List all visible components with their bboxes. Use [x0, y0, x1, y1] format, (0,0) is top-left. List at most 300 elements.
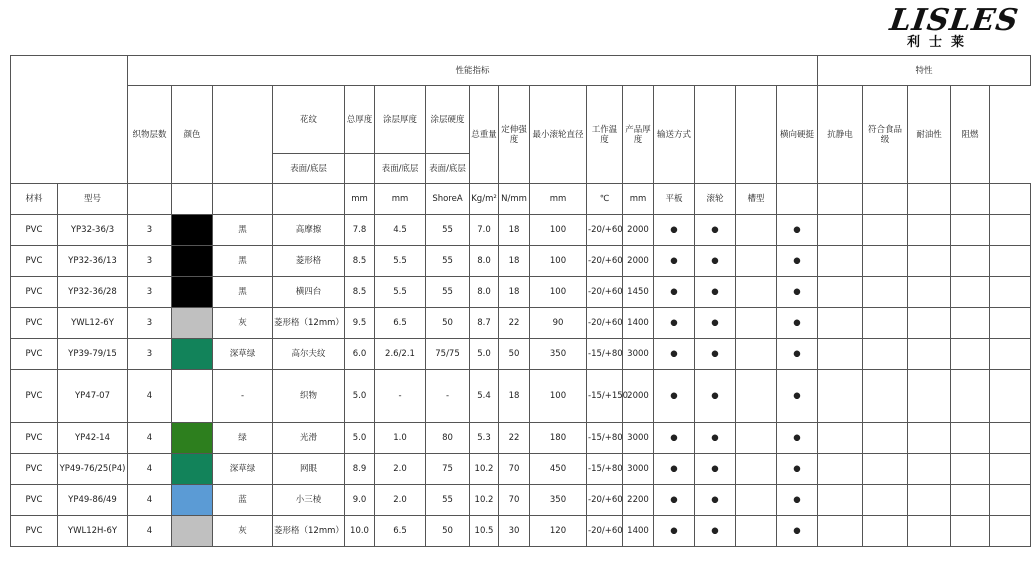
cell-conveying-flat: ● [654, 485, 695, 516]
table-row [11, 370, 1031, 423]
cell-material: PVC [11, 308, 58, 339]
color-swatch [172, 485, 212, 515]
cell-total-weight: 5.4 [470, 370, 499, 423]
table-row [11, 308, 1031, 339]
cell-total-thickness: 5.0 [345, 370, 375, 423]
cell-min-pulley: 180 [530, 423, 587, 454]
cell-work-temp: -20/+60 [587, 516, 623, 547]
cell-product-width: 2200 [623, 485, 654, 516]
cell-antistatic [818, 339, 863, 370]
unit-pattern [273, 184, 345, 215]
cell-material: PVC [11, 516, 58, 547]
brand-logo-text: LISLES [887, 3, 1021, 38]
cell-pattern: 小三棱 [273, 485, 345, 516]
cell-conveying-flat: ● [654, 339, 695, 370]
cell-total-weight: 8.0 [470, 277, 499, 308]
header-coating-hardness-sub: 表面/底层 [426, 154, 470, 184]
cell-flame-retard [951, 277, 990, 308]
cell-conveying-flat: ● [654, 454, 695, 485]
cell-antistatic [818, 215, 863, 246]
cell-food-grade [863, 370, 908, 423]
cell-model: YP39-79/15 [58, 339, 128, 370]
unit-total-thickness: mm [345, 184, 375, 215]
cell-color-name: 深草绿 [213, 454, 273, 485]
cell-material: PVC [11, 454, 58, 485]
cell-model: YP32-36/13 [58, 246, 128, 277]
cell-flame-retard [951, 423, 990, 454]
cell-total-thickness: 8.5 [345, 246, 375, 277]
cell-color-name: - [213, 370, 273, 423]
cell-coating-thickness: 2.6/2.1 [375, 339, 426, 370]
cell-material: PVC [11, 485, 58, 516]
cell-conveying-roller: ● [695, 308, 736, 339]
cell-total-weight: 5.3 [470, 423, 499, 454]
table-row [11, 277, 1031, 308]
cell-coating-thickness: 5.5 [375, 246, 426, 277]
cell-coating-thickness: 6.5 [375, 308, 426, 339]
cell-extra [990, 215, 1031, 246]
cell-oil-resist [908, 423, 951, 454]
header-conveying-spacer-1 [695, 86, 736, 184]
cell-flame-retard [951, 308, 990, 339]
header-total-weight: 总重量 [470, 86, 499, 184]
cell-color-name: 黑 [213, 215, 273, 246]
cell-flame-retard [951, 454, 990, 485]
cell-model: YP32-36/3 [58, 215, 128, 246]
cell-rated-tension: 22 [499, 308, 530, 339]
cell-product-width: 3000 [623, 423, 654, 454]
cell-antistatic [818, 308, 863, 339]
cell-rated-tension: 50 [499, 339, 530, 370]
cell-conveying-flat: ● [654, 215, 695, 246]
cell-color-swatch [172, 277, 213, 308]
cell-pattern: 高摩擦 [273, 215, 345, 246]
cell-conveying-flat: ● [654, 277, 695, 308]
cell-coating-thickness: 2.0 [375, 485, 426, 516]
cell-extra [990, 370, 1031, 423]
cell-flame-retard [951, 339, 990, 370]
unit-rated-tension: N/mm [499, 184, 530, 215]
cell-model: YWL12H-6Y [58, 516, 128, 547]
cell-model: YP32-36/28 [58, 277, 128, 308]
cell-color-name: 黑 [213, 277, 273, 308]
cell-conveying-roller: ● [695, 516, 736, 547]
cell-conveying-roller: ● [695, 277, 736, 308]
cell-extra [990, 423, 1031, 454]
cell-rated-tension: 18 [499, 277, 530, 308]
cell-total-thickness: 6.0 [345, 339, 375, 370]
cell-conveying-slot [736, 215, 777, 246]
header-performance: 性能指标 [128, 56, 818, 86]
cell-min-pulley: 100 [530, 277, 587, 308]
cell-layers: 4 [128, 516, 172, 547]
color-swatch [172, 454, 212, 484]
unit-work-temp: ℃ [587, 184, 623, 215]
cell-coating-thickness: 2.0 [375, 454, 426, 485]
cell-lateral-stiff: ● [777, 215, 818, 246]
cell-work-temp: -20/+60 [587, 277, 623, 308]
cell-lateral-stiff: ● [777, 454, 818, 485]
header-corner [11, 56, 128, 184]
cell-color-swatch [172, 516, 213, 547]
color-swatch [172, 246, 212, 276]
table-row [11, 516, 1031, 547]
cell-material: PVC [11, 423, 58, 454]
cell-product-width: 3000 [623, 454, 654, 485]
cell-food-grade [863, 423, 908, 454]
cell-color-swatch [172, 485, 213, 516]
cell-material: PVC [11, 277, 58, 308]
color-swatch [172, 215, 212, 245]
cell-coating-hardness: 80 [426, 423, 470, 454]
cell-total-weight: 5.0 [470, 339, 499, 370]
cell-material: PVC [11, 339, 58, 370]
cell-extra [990, 454, 1031, 485]
cell-total-weight: 10.2 [470, 454, 499, 485]
cell-color-swatch [172, 308, 213, 339]
unit-coating-thickness: mm [375, 184, 426, 215]
header-min-pulley: 最小滚轮直径 [530, 86, 587, 184]
brand-logo-cn: 利士莱 [906, 35, 973, 50]
cell-oil-resist [908, 339, 951, 370]
header-coating-thickness-sub: 表面/底层 [375, 154, 426, 184]
cell-coating-thickness: 4.5 [375, 215, 426, 246]
table-row [11, 454, 1031, 485]
unit-food-grade [863, 184, 908, 215]
cell-pattern: 菱形格（12mm） [273, 516, 345, 547]
cell-product-width: 1400 [623, 516, 654, 547]
cell-coating-hardness: 55 [426, 215, 470, 246]
cell-oil-resist [908, 308, 951, 339]
cell-food-grade [863, 485, 908, 516]
cell-total-weight: 8.0 [470, 246, 499, 277]
cell-lateral-stiff: ● [777, 339, 818, 370]
cell-pattern: 横四台 [273, 277, 345, 308]
cell-work-temp: -15/+80 [587, 423, 623, 454]
cell-food-grade [863, 454, 908, 485]
unit-antistatic [818, 184, 863, 215]
cell-product-width: 3000 [623, 339, 654, 370]
cell-rated-tension: 70 [499, 454, 530, 485]
header-total-thickness-sub [345, 154, 375, 184]
cell-food-grade [863, 516, 908, 547]
cell-min-pulley: 100 [530, 215, 587, 246]
color-swatch [172, 308, 212, 338]
header-rated-tension: 定伸强度 [499, 86, 530, 184]
cell-extra [990, 516, 1031, 547]
cell-conveying-slot [736, 454, 777, 485]
cell-conveying-flat: ● [654, 370, 695, 423]
cell-lateral-stiff: ● [777, 246, 818, 277]
cell-conveying-flat: ● [654, 246, 695, 277]
table-row [11, 246, 1031, 277]
cell-layers: 3 [128, 308, 172, 339]
unit-product-width: mm [623, 184, 654, 215]
cell-oil-resist [908, 215, 951, 246]
header-total-thickness: 总厚度 [345, 86, 375, 154]
cell-antistatic [818, 485, 863, 516]
conveying-slot: 槽型 [736, 184, 777, 215]
cell-total-thickness: 5.0 [345, 423, 375, 454]
cell-color-swatch [172, 423, 213, 454]
unit-extra [990, 184, 1031, 215]
cell-min-pulley: 120 [530, 516, 587, 547]
cell-rated-tension: 18 [499, 246, 530, 277]
cell-pattern: 菱形格 [273, 246, 345, 277]
cell-rated-tension: 30 [499, 516, 530, 547]
cell-layers: 3 [128, 339, 172, 370]
cell-material: PVC [11, 246, 58, 277]
header-row-columns [11, 86, 1031, 154]
cell-total-weight: 8.7 [470, 308, 499, 339]
unit-lateral-stiff [777, 184, 818, 215]
cell-pattern: 光滑 [273, 423, 345, 454]
cell-min-pulley: 100 [530, 370, 587, 423]
cell-conveying-slot [736, 423, 777, 454]
cell-total-thickness: 10.0 [345, 516, 375, 547]
cell-oil-resist [908, 370, 951, 423]
unit-oil-resist [908, 184, 951, 215]
cell-lateral-stiff: ● [777, 277, 818, 308]
header-work-temp: 工作温度 [587, 86, 623, 184]
header-color-name [213, 86, 273, 184]
cell-work-temp: -15/+80 [587, 339, 623, 370]
cell-model: YP49-86/49 [58, 485, 128, 516]
cell-color-name: 灰 [213, 516, 273, 547]
cell-lateral-stiff: ● [777, 485, 818, 516]
cell-food-grade [863, 215, 908, 246]
cell-product-width: 1400 [623, 308, 654, 339]
cell-extra [990, 308, 1031, 339]
cell-conveying-slot [736, 485, 777, 516]
unit-coating-hardness: ShoreA [426, 184, 470, 215]
cell-color-swatch [172, 215, 213, 246]
cell-color-swatch [172, 370, 213, 423]
cell-min-pulley: 350 [530, 485, 587, 516]
cell-rated-tension: 18 [499, 370, 530, 423]
cell-total-thickness: 8.5 [345, 277, 375, 308]
cell-total-thickness: 7.8 [345, 215, 375, 246]
spec-table [10, 55, 1031, 547]
cell-food-grade [863, 277, 908, 308]
cell-product-width: 2000 [623, 370, 654, 423]
cell-conveying-flat: ● [654, 308, 695, 339]
cell-work-temp: -20/+60 [587, 246, 623, 277]
header-lateral-stiff: 横向硬挺 [777, 86, 818, 184]
cell-coating-thickness: 1.0 [375, 423, 426, 454]
cell-layers: 4 [128, 370, 172, 423]
cell-food-grade [863, 308, 908, 339]
cell-oil-resist [908, 454, 951, 485]
cell-flame-retard [951, 485, 990, 516]
cell-conveying-roller: ● [695, 454, 736, 485]
header-row-units [11, 184, 1031, 215]
cell-coating-hardness: - [426, 370, 470, 423]
cell-conveying-flat: ● [654, 423, 695, 454]
table-row [11, 339, 1031, 370]
cell-antistatic [818, 516, 863, 547]
cell-antistatic [818, 246, 863, 277]
cell-conveying-flat: ● [654, 516, 695, 547]
cell-conveying-roller: ● [695, 215, 736, 246]
cell-flame-retard [951, 370, 990, 423]
cell-total-weight: 10.5 [470, 516, 499, 547]
cell-conveying-slot [736, 308, 777, 339]
cell-food-grade [863, 246, 908, 277]
cell-coating-thickness: - [375, 370, 426, 423]
cell-antistatic [818, 454, 863, 485]
cell-conveying-roller: ● [695, 370, 736, 423]
cell-min-pulley: 350 [530, 339, 587, 370]
cell-pattern: 高尔夫纹 [273, 339, 345, 370]
cell-layers: 3 [128, 215, 172, 246]
header-coating-thickness: 涂层厚度 [375, 86, 426, 154]
header-flame-retard: 阻燃 [951, 86, 990, 184]
cell-model: YP42-14 [58, 423, 128, 454]
cell-oil-resist [908, 277, 951, 308]
header-product-width: 产品厚度 [623, 86, 654, 184]
unit-color [172, 184, 213, 215]
header-conveying: 输送方式 [654, 86, 695, 184]
cell-coating-hardness: 50 [426, 308, 470, 339]
cell-color-name: 灰 [213, 308, 273, 339]
header-layers: 织物层数 [128, 86, 172, 184]
cell-conveying-slot [736, 516, 777, 547]
cell-conveying-roller: ● [695, 246, 736, 277]
cell-total-thickness: 9.5 [345, 308, 375, 339]
header-model: 型号 [58, 184, 128, 215]
cell-coating-hardness: 55 [426, 246, 470, 277]
cell-layers: 4 [128, 423, 172, 454]
cell-lateral-stiff: ● [777, 516, 818, 547]
header-color: 颜色 [172, 86, 213, 184]
cell-flame-retard [951, 516, 990, 547]
cell-total-weight: 7.0 [470, 215, 499, 246]
header-antistatic: 抗静电 [818, 86, 863, 184]
header-coating-hardness: 涂层硬度 [426, 86, 470, 154]
cell-rated-tension: 18 [499, 215, 530, 246]
color-swatch [172, 370, 212, 422]
cell-pattern: 网眼 [273, 454, 345, 485]
cell-color-swatch [172, 339, 213, 370]
cell-rated-tension: 70 [499, 485, 530, 516]
cell-layers: 4 [128, 454, 172, 485]
unit-flame-retard [951, 184, 990, 215]
cell-min-pulley: 100 [530, 246, 587, 277]
cell-min-pulley: 450 [530, 454, 587, 485]
cell-color-name: 深草绿 [213, 339, 273, 370]
cell-material: PVC [11, 370, 58, 423]
cell-work-temp: -15/+150 [587, 370, 623, 423]
cell-model: YWL12-6Y [58, 308, 128, 339]
cell-flame-retard [951, 215, 990, 246]
cell-model: YP49-76/25(P4) [58, 454, 128, 485]
header-pattern: 花纹 [273, 86, 345, 154]
cell-product-width: 2000 [623, 246, 654, 277]
cell-color-swatch [172, 454, 213, 485]
header-pattern-sub: 表面/底层 [273, 154, 345, 184]
cell-work-temp: -20/+60 [587, 485, 623, 516]
header-food-grade: 符合食品级 [863, 86, 908, 184]
cell-extra [990, 246, 1031, 277]
brand-logo [887, 3, 1021, 50]
cell-product-width: 1450 [623, 277, 654, 308]
cell-color-name: 绿 [213, 423, 273, 454]
cell-extra [990, 277, 1031, 308]
cell-coating-hardness: 55 [426, 277, 470, 308]
cell-product-width: 2000 [623, 215, 654, 246]
cell-oil-resist [908, 485, 951, 516]
header-oil-resist: 耐油性 [908, 86, 951, 184]
cell-pattern: 菱形格（12mm） [273, 308, 345, 339]
cell-extra [990, 485, 1031, 516]
header-conveying-spacer-2 [736, 86, 777, 184]
cell-antistatic [818, 423, 863, 454]
color-swatch [172, 339, 212, 369]
cell-work-temp: -20/+60 [587, 215, 623, 246]
cell-conveying-roller: ● [695, 485, 736, 516]
cell-work-temp: -15/+80 [587, 454, 623, 485]
header-material: 材料 [11, 184, 58, 215]
cell-extra [990, 339, 1031, 370]
unit-layers [128, 184, 172, 215]
cell-coating-hardness: 55 [426, 485, 470, 516]
cell-conveying-roller: ● [695, 339, 736, 370]
cell-rated-tension: 22 [499, 423, 530, 454]
cell-color-name: 黑 [213, 246, 273, 277]
cell-total-thickness: 9.0 [345, 485, 375, 516]
cell-antistatic [818, 370, 863, 423]
table-row [11, 423, 1031, 454]
cell-min-pulley: 90 [530, 308, 587, 339]
unit-color-name [213, 184, 273, 215]
cell-lateral-stiff: ● [777, 423, 818, 454]
cell-color-name: 蓝 [213, 485, 273, 516]
cell-oil-resist [908, 246, 951, 277]
cell-coating-thickness: 6.5 [375, 516, 426, 547]
cell-food-grade [863, 339, 908, 370]
cell-coating-hardness: 50 [426, 516, 470, 547]
spec-table-body [11, 215, 1031, 547]
cell-material: PVC [11, 215, 58, 246]
cell-total-thickness: 8.9 [345, 454, 375, 485]
cell-model: YP47-07 [58, 370, 128, 423]
color-swatch [172, 423, 212, 453]
table-row [11, 485, 1031, 516]
cell-lateral-stiff: ● [777, 370, 818, 423]
conveying-roller: 滚轮 [695, 184, 736, 215]
cell-layers: 3 [128, 246, 172, 277]
cell-antistatic [818, 277, 863, 308]
cell-conveying-slot [736, 277, 777, 308]
cell-conveying-roller: ● [695, 423, 736, 454]
cell-oil-resist [908, 516, 951, 547]
unit-total-weight: Kg/m² [470, 184, 499, 215]
cell-coating-hardness: 75/75 [426, 339, 470, 370]
header-row-groups [11, 56, 1031, 86]
cell-conveying-slot [736, 370, 777, 423]
cell-color-swatch [172, 246, 213, 277]
cell-layers: 3 [128, 277, 172, 308]
cell-layers: 4 [128, 485, 172, 516]
color-swatch [172, 516, 212, 546]
cell-lateral-stiff: ● [777, 308, 818, 339]
cell-flame-retard [951, 246, 990, 277]
cell-work-temp: -20/+60 [587, 308, 623, 339]
cell-coating-hardness: 75 [426, 454, 470, 485]
header-features: 特性 [818, 56, 1031, 86]
cell-pattern: 织物 [273, 370, 345, 423]
